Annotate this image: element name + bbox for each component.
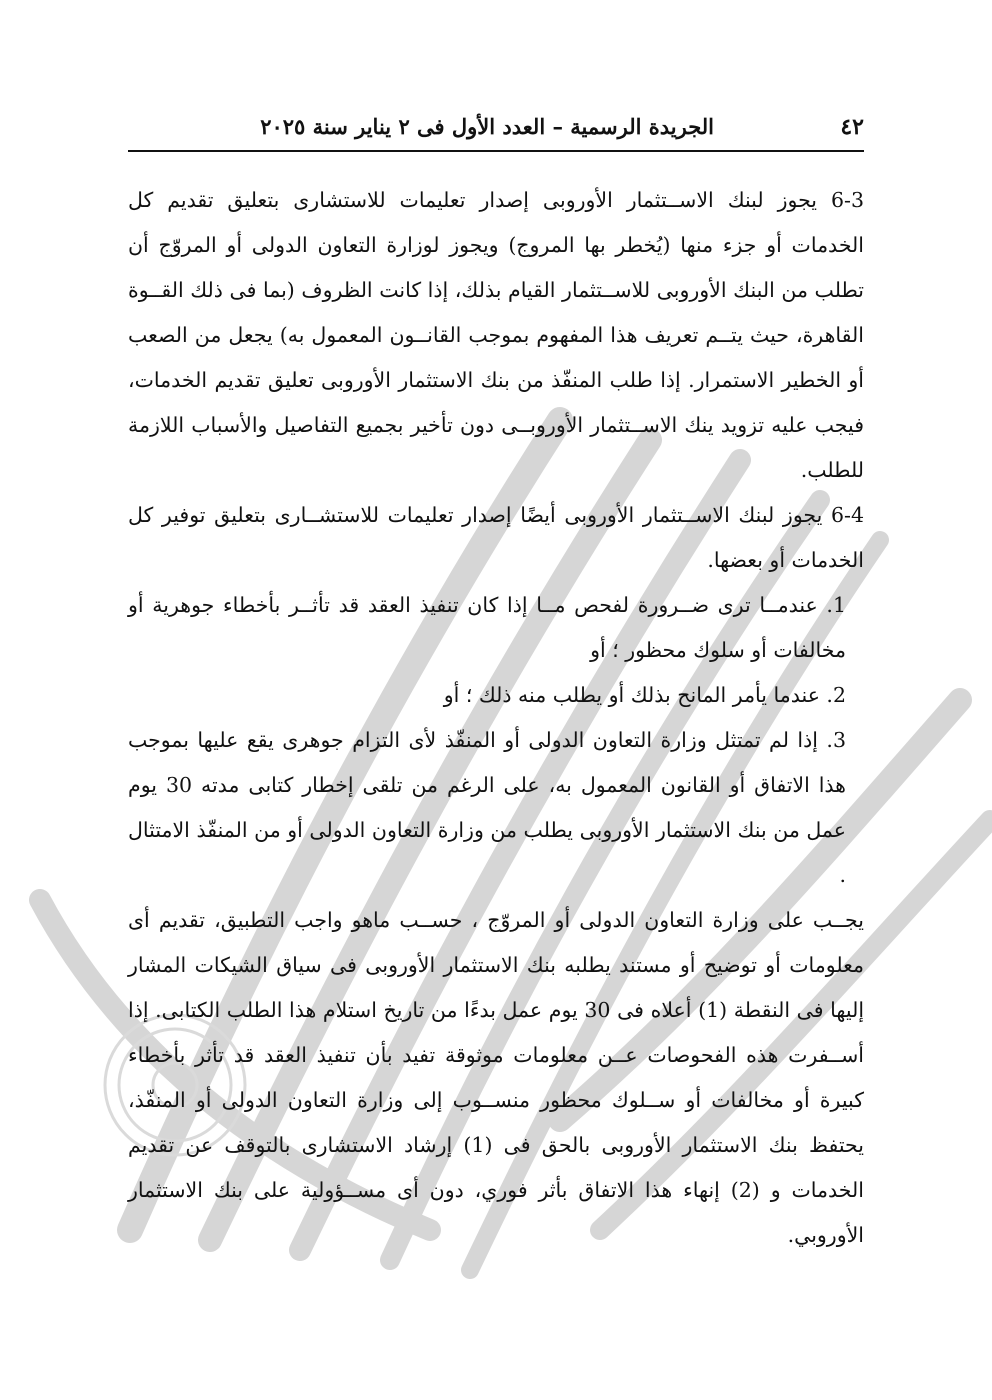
page-header [128, 112, 864, 152]
paragraph-6-3: 6-3 يجوز لبنك الاســتثمار الأوروبى إصدار تعليمات للاستشارى بتعليق تقديم كل الخدمات أو جزء منها (يُخطر بها المروج) ويجوز لوزارة التعاون الدولى أو المروّج أن تطلب من البنك الأوروبى للاســتثمار القيام بذلك، إذا كانت الظروف (بما فى ذلك القــوة القاهرة، حيث يتــم تعريف هذا المفهوم بموجب القانــون المعمول به) يجعل من الصعب أو الخطير الاستمرار. إذا طلب المنفّذ من بنك الاستثمار الأوروبى تعليق تقديم الخدمات، فيجب عليه تزويد ينك الاســتثمار الأوروبــى دون تأخير بجميع التفاصيل والأسباب اللازمة للطلب. [128, 188, 864, 482]
paragraph-6-4: 6-4 يجوز لبنك الاســتثمار الأوروبى أيضًا إصدار تعليمات للاستشــارى بتعليق توفير كل الخدمات أو بعضها. [128, 503, 864, 572]
document-page [128, 112, 864, 1258]
list-item-1: 1. عندمــا ترى ضــرورة لفحص مــا إذا كان تنفيذ العقد قد تأثــر بأخطاء جوهرية أو مخالفات أو سلوك محظور ؛ أو [128, 593, 846, 662]
paragraph-obligations: يجــب على وزارة التعاون الدولى أو المروّج ، حســب ماهو واجب التطبيق، تقديم أى معلومات أو توضيح أو مستند يطلبه بنك الاستثمار الأوروبى فى سياق الشيكات المشار إليها فى النقطة (1) أعلاه فى 30 يوم عمل بدءًا من تاريخ استلام هذا الطلب الكتابى. إذا أســفرت هذه الفحوصات عــن معلومات موثوقة تفيد بأن تنفيذ العقد قد تأثر بأخطاء كبيرة أو مخالفات أو ســلوك محظور منســوب إلى وزارة التعاون الدولى أو المنفّذ، يحتفظ بنك الاستثمار الأوروبى بالحق فى (1) إرشاد الاستشارى بالتوقف عن تقديم الخدمات و (2) إنهاء هذا الاتفاق بأثر فوري، دون أى مســؤولية على بنك الاستثمار الأوروبي. [128, 908, 865, 1247]
running-title: الجريدة الرسمية – العدد الأول فى ٢ يناير سنة ٢٠٢٥ [260, 114, 714, 139]
list-item-3: 3. إذا لم تمتثل وزارة التعاون الدولى أو المنفّذ لأى التزام جوهرى يقع عليها بموجب هذا الاتفاق أو القانون المعمول به، على الرغم من تلقى إخطار كتابى مدته 30 يوم عمل من بنك الاستثمار الأوروبى يطلب من وزارة التعاون الدولى أو من المنفّذ الامتثال . [128, 728, 846, 887]
document-body [128, 178, 864, 1258]
page-number: ٤٢ [840, 114, 864, 140]
list-item-2: 2. عندما يأمر المانح بذلك أو يطلب منه ذلك ؛ أو [443, 683, 846, 707]
